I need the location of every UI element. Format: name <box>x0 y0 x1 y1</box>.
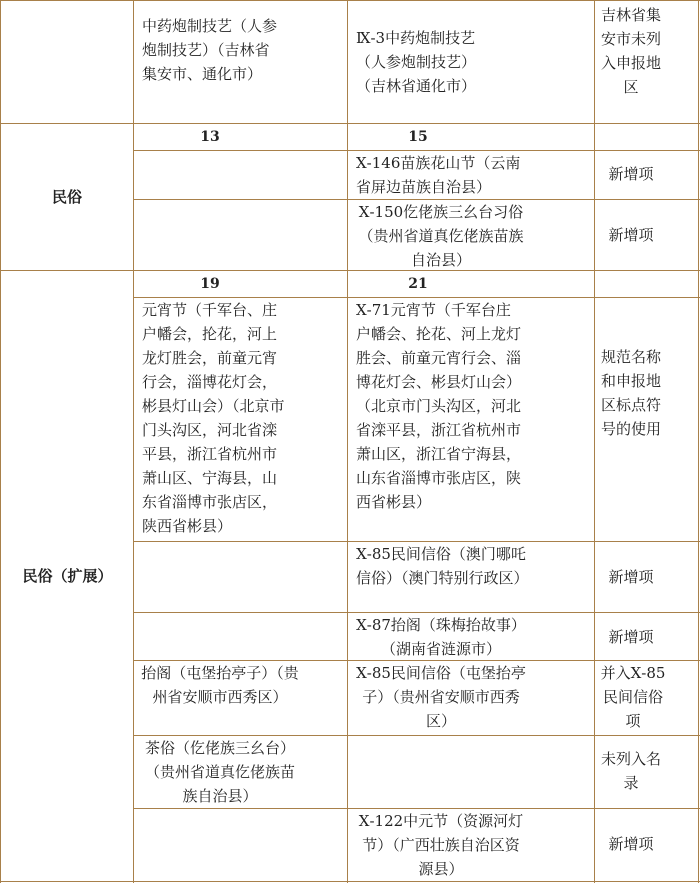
row0-revised-item: Ⅸ-3中药炮制技艺（人参炮制技艺）（吉林省通化市） <box>356 29 477 95</box>
row3-remark: 新增项 <box>608 226 654 244</box>
original-count: 13 <box>200 129 220 145</box>
revised-count: 15 <box>408 129 428 145</box>
row0-remark: 吉林省集安市未列入申报地区 <box>600 6 661 96</box>
col-divider <box>698 0 699 883</box>
row6-remark: 新增项 <box>608 568 654 586</box>
col-divider <box>594 0 595 883</box>
row9-original-item: 茶俗（仡佬族三幺台）（贵州省道真仡佬族苗族自治县） <box>144 739 295 805</box>
row9-remark: 未列入名录 <box>600 750 661 792</box>
row7-remark: 新增项 <box>608 628 654 646</box>
row5-remark: 规范名称和申报地区标点符号的使用 <box>600 348 661 438</box>
row2-remark: 新增项 <box>608 165 654 183</box>
row5-original-item: 元宵节（千军台、庄户幡会，抡花，河上龙灯胜会，前童元宵行会，淄博花灯会，彬县灯山会）（北京市门头沟区，河北省滦平县，浙江省杭州市萧山区、宁海县，山东省淄博市张店区，陕西省彬县） <box>142 301 285 535</box>
category-label-folk: 民俗 <box>51 188 82 206</box>
row0-original-item: 中药炮制技艺（人参炮制技艺）（吉林省集安市、通化市） <box>142 17 278 83</box>
row6-revised-item: Ⅹ-85民间信俗（澳门哪吒信俗）（澳门特别行政区） <box>356 545 529 587</box>
table-border-top <box>0 0 700 1</box>
row8-revised-item: Ⅹ-85民间信俗（屯堡抬亭子）（贵州省安顺市西秀区） <box>356 664 526 730</box>
row8-remark: 并入Ⅹ-85民间信俗项 <box>600 664 666 730</box>
row10-revised-item: Ⅹ-122中元节（资源河灯节）（广西壮族自治区资源县） <box>358 812 524 878</box>
row10-remark: 新增项 <box>608 835 654 853</box>
row5-revised-item: Ⅹ-71元宵节（千军台庄户幡会、抡花、河上龙灯胜会、前童元宵行会、淄博花灯会、彬县灯山会）（北京市门头沟区，河北省滦平县，浙江省杭州市萧山区，浙江省宁海县，山东省淄博市张店区，陕西省彬县） <box>356 301 522 511</box>
revised-count: 21 <box>408 276 428 292</box>
table-border-bottom <box>0 881 700 882</box>
row7-revised-item: Ⅹ-87抬阁（珠梅抬故事）（湖南省涟源市） <box>356 616 526 658</box>
row3-revised-item: Ⅹ-150仡佬族三幺台习俗（贵州省道真仡佬族苗族自治县） <box>358 203 524 269</box>
row2-revised-item: Ⅹ-146苗族花山节（云南省屏边苗族自治县） <box>356 154 521 196</box>
category-label-folk-extended: 民俗（扩展） <box>22 567 113 585</box>
original-count: 19 <box>200 276 220 292</box>
row8-original-item: 抬阁（屯堡抬亭子）（贵州省安顺市西秀区） <box>141 664 299 706</box>
